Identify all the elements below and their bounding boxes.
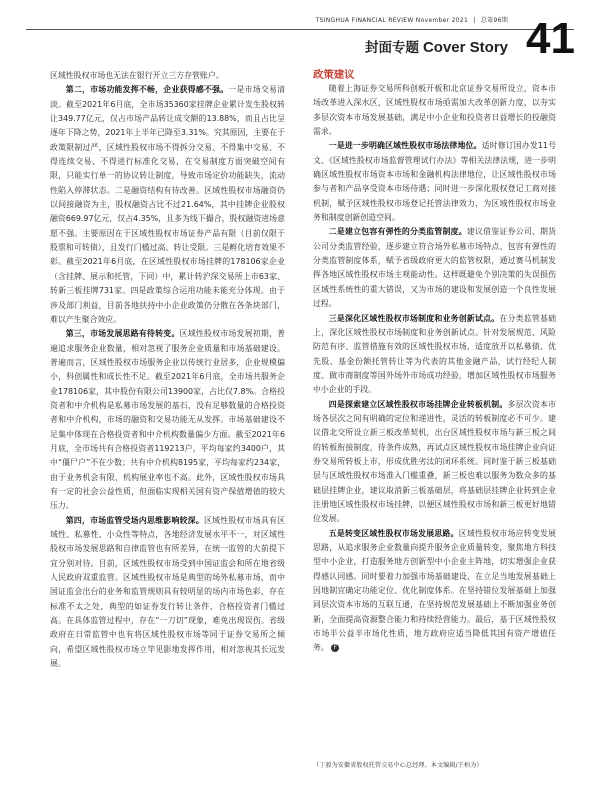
paragraph-body: 在分类监管基础上，深化区域性股权市场制度和业务创新试点。针对发展规范、风险防范有序、监管措施有效的区域性股权市场，适度放开以私募债、优先股、基金份额托管转让等为代表的其他金融产品，试行经纪人制度、做市商制度等国外场外市场成功经验，增加区域性股权市场服务中小企业的手段。	[313, 313, 556, 395]
paragraph	[313, 398, 556, 527]
paragraph	[50, 514, 285, 672]
paragraph-lead: 五是转变区域性股权市场发展思路。	[328, 528, 459, 538]
paragraph-body: 多层次资本市场各层次之间有明确的定位和递进性，灵活的转板制度必不可少。建议借北交所设立新三板改革契机，出台区域性股权市场与新三板之间的转板衔接制度，待条件成熟，再试点区域性股权市场挂牌企业向证券交易所转板上市，形成优胜劣汰的闭环系统。同时鉴于新三板基础层与区域性股权市场准入门槛重叠，新三板也难以服务为数众多的基础层挂牌企业，建议取消新三板基础层，将基础层挂牌企业转到企业注册地区域性股权市场挂牌，以便区域性股权市场和新三板更好地错位发展。	[313, 399, 556, 524]
author-footnote: （丁毅为安徽省股权托管交易中心总经理。本文编辑/王柏为）	[313, 762, 483, 769]
section-heading: 政策建议	[313, 69, 355, 81]
header-rule	[26, 29, 574, 30]
paragraph-lead: 二是建立包容有弹性的分类监管制度。	[328, 227, 467, 237]
paragraph-body: 建议借鉴证券公司、期货公司分类监管经验，逐步建立符合场外私募市场特点、包容有弹性的分类监管制度体系，赋予省级政府更大的监管权限，通过赛马机制发挥各地区域性股权市场主观能动性。这样既避免个别决策的失误损伤区域性系统性的重大错误，又为市场的建设和发展创造一个良性发展过程。	[313, 227, 556, 309]
paragraph-body: 区域性股权市场应转变发展思路，从追求服务企业数量向提升服务企业质量转变，聚焦地方科技型中小企业，打造服务地方创新型中小企业主阵地，切实增强企业获得感认同感。同时要着力加强市场基础建设，在立足当地发展基础上因地制宜确定功能定位、优化制度体系。在坚持错位发展基础上加强同层次资本市场的互联互通，在坚持规范发展基础上不断加强业务创新，全面提高资源整合能力和持续经营能力。最后，基于区域性股权市场半公益半市场化性质，地方政府应适当降低其国有资产增值任务。	[313, 528, 556, 653]
paragraph-body: 一是市场交易清淡。截至2021年6月底，全市场35360家挂牌企业累计发生股权转让349.77亿元，仅占市场产品转让成交额的13.88%，而且占比呈逐年下降之势，2021年上半年已降至3.31%。究其原因，主要在于政策限制过严，区域性股权市场不得拆分交易、不得集中交易、不得连续交易、不得进行标准化交易，在交易制度方面突破空间有限，只能实行单一的协议转让制度，导致市场定价功能缺失，流动性陷入停滞状态。二是融资结构有待改善。区域性股权市场融资仍以间接融资为主，股权融资占比不过21.64%，其中挂牌企业股权融资669.97亿元，仅占4.35%，且多为线下撮合，股权融资进场意愿不强。主要原因在于区域性股权市场证券产品有限（目前仅限于股票和可转债），且发行门槛过高、转让受限。三是孵化培育效果不彰。截至2021年6月底，在区域性股权市场挂牌的178106家企业（含挂牌、展示和托管，下同）中，累计转沪深交易所上市63家、转新三板挂牌731家。四是政策综合运用功能未能充分体现。由于涉及部门利益，目前各地扶持中小企业政策仍分散在各条块部门，难以产生聚合效应。	[50, 85, 285, 324]
paragraph: 随着上海证券交易所科创板开板和北京证券交易所设立，资本市场改革进入深水区，区域性股权市场亟需加大改革创新力度，以夯实多层次资本市场发展基础，满足中小企业和投资者日益增长的投融资需求。	[313, 84, 556, 137]
paragraph-lead: 第三，市场发展思路有待转变。	[65, 329, 180, 339]
paragraph	[50, 327, 285, 513]
paragraph-body: 区域性股权市场发展初期，普遍追求服务企业数量，相对忽视了服务企业质量和市场基础建设。普遍而言，区域性股权市场服务企业以传统行业居多，企业规模偏小，科创属性和成长性不足。截至2021年6月底，全市场共服务企业178106家，其中股份有限公司13900家，占比仅7.8%。合格投资者和中介机构是私募市场发展的基石，没有足够数量的合格投资者和中介机构，市场的融资和交易功能无从发挥。市场基础建设不足集中体现在合格投资者和中介机构数量偏少方面。截至2021年6月底，全市场共有合格投资者119213户，平均每家约3400户，其中“僵尸户”不在少数；共有中介机构8195家，平均每家约234家，由于业务机会有限，机构展业率也不高。此外，区域性股权市场具有一定的社会公益性质，但面临实现相关国有资产保值增值的较大压力。	[50, 329, 285, 511]
paragraph	[313, 139, 556, 225]
paragraph-lead: 四是探索建立区域性股权市场挂牌企业转板机制。	[328, 399, 508, 409]
section-cn: 封面专题	[364, 40, 419, 56]
journal-name: TSINGHUA FINANCIAL REVIEW November 2021	[315, 17, 469, 24]
paragraph-lead: 第二，市场功能发挥不畅，企业获得感不强。	[65, 85, 229, 95]
paragraph-lead: 三是深化区域性股权市场制度和业务创新试点。	[328, 313, 500, 323]
paragraph: 区域性股权市场也无法在银行开立三方存管账户。	[50, 71, 224, 80]
end-mark-icon: F	[331, 644, 339, 652]
left-column	[50, 69, 285, 671]
paragraph-lead: 一是进一步明确区域性股权市场法律地位。	[328, 141, 482, 151]
paragraph	[313, 527, 556, 656]
journal-meta: TSINGHUA FINANCIAL REVIEW November 2021 | 总第96期	[315, 17, 508, 24]
issue-number: 总第96期	[480, 17, 508, 24]
paragraph	[313, 225, 556, 311]
paragraph-body: 区域性股权市场具有区域性、私募性、小众性等特点，各地经济发展水平不一，对区域性股权市场发展思路和自律监管也有所差异，在统一监管的大前提下宜分别对待。目前，区域性股权市场受到中国证监会和所在地省级人民政府双重监管。区域性股权市场是典型的场外私募市场，而中国证监会出台的业务和监管规则具有较明显的场内市场色彩，存在标准不太之处，典型的如证券发行转让条件、合格投资者门槛过高。在具体监管过程中，存在“一刀切”现象，难免出现误伤。省级政府在日常监管中也有将区域性股权市场等同于证券交易所之倾向，希望区域性股权市场立竿见影地发挥作用，相对忽视其长远发展。	[50, 515, 285, 669]
paragraph-body: 适时修订国办发11号文、《区域性股权市场监督管理试行办法》等相关法律法规，进一步明确区域性股权市场资本市场和金融机构法律地位，让区域性股权市场参与者和产品享受资本市场待遇；同时进一步深化股权登记工商对接机制，赋予区域性股权市场登记托管法律效力，为区域性股权市场业务和制度创新创造空间。	[313, 141, 556, 223]
right-column	[313, 68, 556, 656]
page-number: 41	[526, 14, 575, 63]
paragraph	[50, 83, 285, 327]
paragraph-lead: 第四，市场监管受场内思维影响较深。	[65, 515, 204, 525]
masthead	[0, 10, 600, 76]
section-label	[365, 36, 508, 56]
section-en: Cover Story	[422, 39, 508, 56]
paragraph	[313, 312, 556, 398]
